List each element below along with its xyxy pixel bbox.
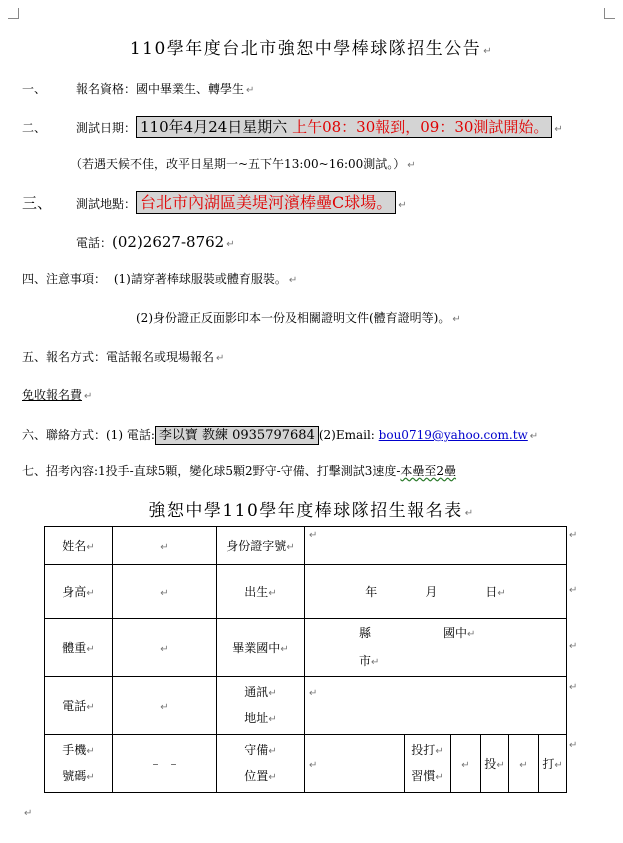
item-registration-method: 五、報名方式：電話報名或現場報名 ↵: [22, 350, 225, 364]
bat-throw-blank[interactable]: ↵: [451, 735, 481, 793]
phone-line: 電話：(02)2627-8762 ↵: [76, 233, 235, 251]
birth-field[interactable]: 年 月 日↵: [305, 565, 567, 619]
throw-field[interactable]: ↵: [509, 735, 539, 793]
mobile-label: 手機↵ 號碼↵: [45, 735, 113, 793]
row-end-mark: ↵: [569, 641, 578, 652]
item-eligibility: 一、 報名資格：國中畢業生、轉學生 ↵: [22, 82, 255, 96]
item-notes: 四、注意事項： (1)請穿著棒球服裝或體育服裝。 ↵: [22, 272, 298, 286]
row-end-mark: ↵: [569, 585, 578, 596]
row-end-mark: ↵: [569, 682, 578, 693]
id-field[interactable]: ↵: [305, 527, 567, 565]
paragraph-end-mark: ↵: [24, 808, 33, 819]
row-end-mark: ↵: [569, 740, 578, 751]
height-label: 身高↵: [45, 565, 113, 619]
bat-throw-label: 投打↵ 習慣↵: [405, 735, 451, 793]
hit-label: 打↵: [539, 735, 567, 793]
item-contact: 六、聯絡方式：(1) 電話: 李以寶 教練 0935797684 (2)Email: bou0719@yahoo.com.tw ↵: [22, 428, 539, 443]
address-field[interactable]: ↵: [305, 677, 567, 735]
birth-label: 出生↵: [217, 565, 305, 619]
item-test-date: 二、 測試日期： 110年4月24日星期六 上午08：30報到，09：30測試開始。 ↵: [22, 118, 563, 136]
address-label: 通訊↵ 地址↵: [217, 677, 305, 735]
tel-field[interactable]: ↵: [113, 677, 217, 735]
rain-note: （若遇天候不佳，改平日星期一~五下午13:00~16:00測試。） ↵: [70, 157, 416, 171]
name-label: 姓名↵: [45, 527, 113, 565]
throw-label: 投↵: [481, 735, 509, 793]
item-test-content: 七、招考內容:1投手-直球5顆，變化球5顆2野守-守備、打擊測試3速度-本壘至2壘: [22, 464, 457, 478]
registration-form-table: [44, 526, 567, 793]
position-label: 守備↵ 位置↵: [217, 735, 305, 793]
row-end-mark: ↵: [569, 530, 578, 541]
item-notes-second: (2)身份證正反面影印本一份及相關證明文件(體育證明等)。 ↵: [136, 311, 461, 325]
height-field[interactable]: ↵: [113, 565, 217, 619]
announcement-title: 110學年度台北市強恕中學棒球隊招生公告 ↵: [129, 39, 494, 59]
weight-label: 體重↵: [45, 619, 113, 677]
item-test-location: 三、 測試地點： 台北市內湖區美堤河濱棒壘C球場。 ↵: [22, 193, 407, 212]
page-corner-mark: [8, 8, 19, 19]
weight-field[interactable]: ↵: [113, 619, 217, 677]
mobile-field[interactable]: – –: [113, 735, 217, 793]
school-label: 畢業國中↵: [217, 619, 305, 677]
name-field[interactable]: ↵: [113, 527, 217, 565]
page-corner-mark: [604, 8, 615, 19]
position-field[interactable]: ↵: [305, 735, 405, 793]
school-field[interactable]: 縣 國中↵ 市↵: [305, 619, 567, 677]
free-registration: 免收報名費 ↵: [22, 388, 93, 402]
email-link[interactable]: bou0719@yahoo.com.tw: [378, 428, 528, 442]
id-label: 身份證字號↵: [217, 527, 305, 565]
form-title: 強恕中學110學年度棒球隊招生報名表 ↵: [148, 501, 475, 521]
tel-label: 電話↵: [45, 677, 113, 735]
